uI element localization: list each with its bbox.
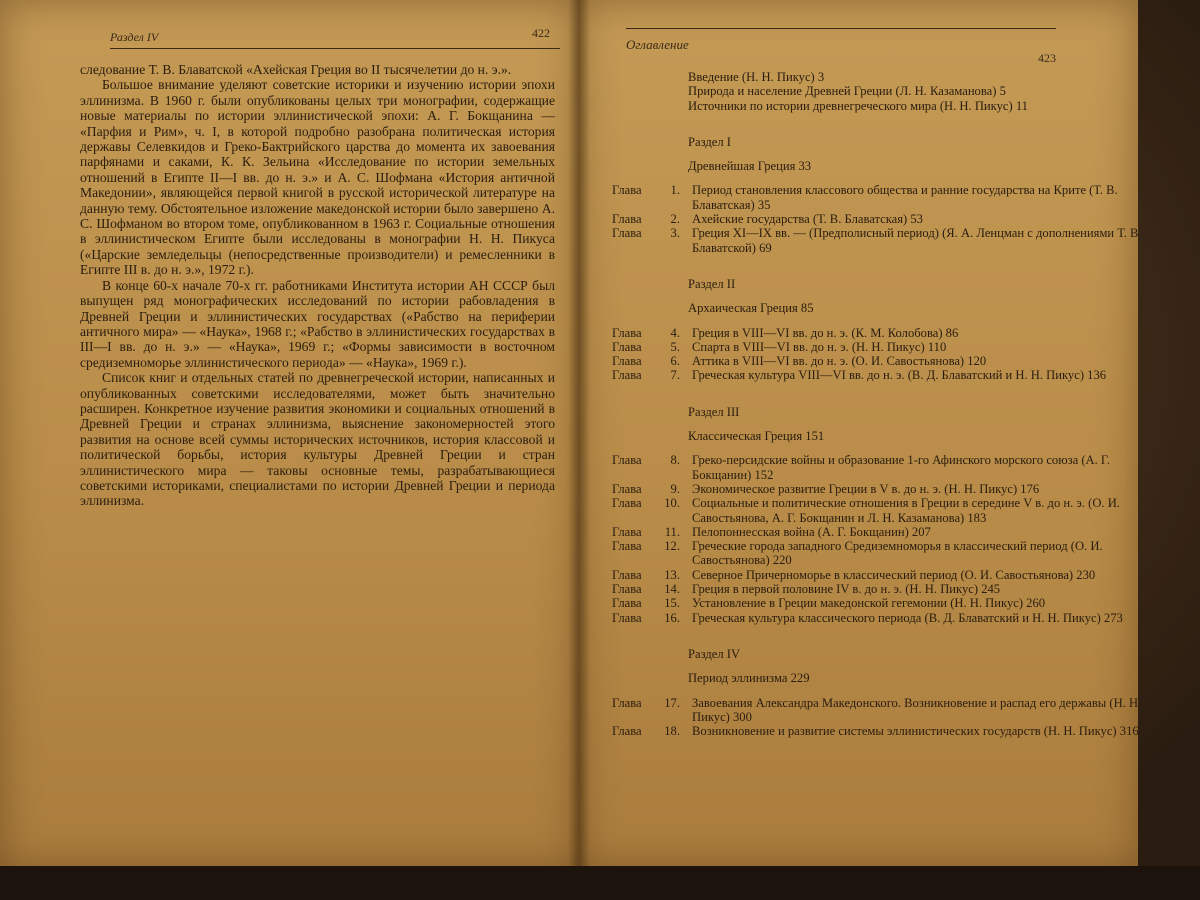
chapter-title: Спарта в VIII—VI вв. до н. э. (Н. Н. Пикус) 110 <box>692 339 947 354</box>
toc-entry: Природа и население Древней Греции (Л. Н. Казаманова) 5 <box>688 84 1006 99</box>
chapter-title: Греко-персидские войны и образование 1-го Афинского морского союза (А. Г. Бокщанин) 152 <box>692 453 1110 482</box>
chapter-label: Глава <box>612 453 642 468</box>
chapter-number: 13. <box>664 567 680 582</box>
chapter-title: Пелопоннесская война (А. Г. Бокщанин) 207 <box>692 524 931 539</box>
book-edge-shadow <box>0 866 1200 900</box>
chapter-row <box>612 226 1152 255</box>
chapter-title: Греция XI—IX вв. — (Предполисный период) (Я. А. Ленцман с дополнениями Т. В. Блаватской) 69 <box>692 226 1142 255</box>
chapter-row <box>612 340 1152 354</box>
paragraph: В конце 60-х начале 70-х гг. работниками Института истории АН СССР был выпущен ряд монографических исследований по истории рабовладения в Древней Греции и эллинистических государствах («Рабство на периферии античного мира» — «Наука», 1968 г.; «Рабство в эллинистических государствах в III—I вв. до н. э.» — «Наука», 1969 г.; «Формы зависимости в восточном средиземноморье эллинистического периода» — «Наука», 1969 г.). <box>80 277 555 370</box>
chapter-number: 17. <box>664 695 680 710</box>
chapter-title: Установление в Греции македонской гегемонии (Н. Н. Пикус) 260 <box>692 596 1046 611</box>
toc-title: Оглавление <box>626 37 689 52</box>
chapter-label: Глава <box>612 354 642 369</box>
left-page-number: 422 <box>532 26 550 40</box>
chapter-row <box>612 212 1152 226</box>
book-gutter <box>568 0 590 870</box>
chapter-number: 3. <box>670 226 680 241</box>
chapter-row <box>612 611 1152 625</box>
toc-entry: Источники по истории древнегреческого мира (Н. Н. Пикус) 11 <box>688 98 1028 113</box>
chapter-row <box>612 596 1152 610</box>
chapter-row <box>612 453 1152 482</box>
chapter-title: Греция в VIII—VI вв. до н. э. (К. М. Колобова) 86 <box>692 325 959 340</box>
chapter-title: Аттика в VIII—VI вв. до н. э. (О. И. Савостьянова) 120 <box>692 354 987 369</box>
left-body-text <box>80 62 555 509</box>
section-title: Архаическая Греция 85 <box>688 301 814 316</box>
chapter-label: Глава <box>612 496 642 511</box>
chapter-number: 9. <box>670 481 680 496</box>
section-title: Классическая Греция 151 <box>688 429 825 444</box>
chapter-number: 5. <box>670 339 680 354</box>
chapter-number: 18. <box>664 724 680 739</box>
chapter-number: 12. <box>664 539 680 554</box>
chapter-title: Греческая культура классического периода (В. Д. Блаватский и Н. Н. Пикус) 273 <box>692 610 1123 625</box>
chapter-title: Период становления классового общества и ранние государства на Крите (Т. В. Блаватская) 35 <box>692 183 1118 212</box>
chapter-label: Глава <box>612 596 642 611</box>
section-title: Период эллинизма 229 <box>688 671 810 686</box>
chapter-title: Экономическое развитие Греции в V в. до н. э. (Н. Н. Пикус) 176 <box>692 481 1040 496</box>
chapter-row <box>612 496 1152 525</box>
section-label: Раздел I <box>688 134 731 149</box>
chapter-number: 14. <box>664 582 680 597</box>
chapter-row <box>612 582 1152 596</box>
left-header-section: Раздел IV <box>110 30 159 44</box>
chapter-label: Глава <box>612 724 642 739</box>
left-running-header <box>110 26 560 49</box>
chapter-row <box>612 354 1152 368</box>
chapter-number: 11. <box>664 524 680 539</box>
left-page <box>0 0 580 870</box>
toc-entry: Введение (Н. Н. Пикус) 3 <box>688 70 825 84</box>
chapter-number: 2. <box>670 212 680 227</box>
chapter-title: Греческие города западного Средиземноморья в классический период (О. И. Савостьянова) 220 <box>692 539 1103 568</box>
chapter-row <box>612 724 1152 738</box>
chapter-number: 16. <box>664 610 680 625</box>
chapter-label: Глава <box>612 582 642 597</box>
chapter-label: Глава <box>612 539 642 554</box>
chapter-number: 15. <box>664 596 680 611</box>
chapter-label: Глава <box>612 695 642 710</box>
section-title: Древнейшая Греция 33 <box>688 159 812 174</box>
paragraph: следование Т. В. Блаватской «Ахейская Греция во II тысячелетии до н. э.». <box>80 62 512 77</box>
chapter-number: 7. <box>670 368 680 383</box>
chapter-row <box>612 525 1152 539</box>
chapter-number: 8. <box>670 453 680 468</box>
right-page-number: 423 <box>1038 51 1056 65</box>
chapter-title: Завоевания Александра Македонского. Возникновение и распад его державы (Н. Н. Пикус) 300 <box>692 695 1142 724</box>
chapter-row <box>612 368 1152 382</box>
chapter-number: 6. <box>670 354 680 369</box>
table-of-contents <box>612 70 1152 738</box>
section-label: Раздел IV <box>688 646 741 661</box>
chapter-label: Глава <box>612 325 642 340</box>
chapter-title: Социальные и политические отношения в Греции в середине V в. до н. э. (О. И. Савостьянова, А. Г. Бокщанин и Л. Н. Казаманова) 183 <box>692 496 1120 525</box>
chapter-row <box>612 482 1152 496</box>
chapter-label: Глава <box>612 524 642 539</box>
chapter-title: Возникновение и развитие системы эллинистических государств (Н. Н. Пикус) 316 <box>692 724 1139 739</box>
chapter-label: Глава <box>612 212 642 227</box>
section-label: Раздел III <box>688 404 740 419</box>
right-running-header <box>626 28 1056 65</box>
chapter-label: Глава <box>612 481 642 496</box>
chapter-label: Глава <box>612 368 642 383</box>
chapter-row <box>612 183 1152 212</box>
chapter-label: Глава <box>612 610 642 625</box>
chapter-label: Глава <box>612 339 642 354</box>
chapter-row <box>612 539 1152 568</box>
chapter-row <box>612 326 1152 340</box>
chapter-row <box>612 696 1152 725</box>
chapter-label: Глава <box>612 567 642 582</box>
section-label: Раздел II <box>688 276 736 291</box>
chapter-number: 1. <box>670 183 680 198</box>
chapter-label: Глава <box>612 226 642 241</box>
chapter-label: Глава <box>612 183 642 198</box>
chapter-number: 4. <box>670 325 680 340</box>
chapter-title: Ахейские государства (Т. В. Блаватская) 53 <box>692 212 923 227</box>
chapter-title: Греция в первой половине IV в. до н. э. (Н. Н. Пикус) 245 <box>692 582 1001 597</box>
chapter-title: Греческая культура VIII—VI вв. до н. э. (В. Д. Блаватский и Н. Н. Пикус) 136 <box>692 368 1107 383</box>
paragraph: Большое внимание уделяют советские историки и изучению истории эпохи эллинизма. В 1960 г. были опубликованы целых три монографии, содержащие новые материалы по истории эллинистической эпохи: А. Г. Бокщанина — «Парфия и Рим», ч. I, в которой подробно разобрана политическая история державы Селевкидов и Греко-Бактрийского царства до момента их завоевания парфянами и саками, К. К. Зельина «Исследование по истории земельных отношений в Египте II—I вв. до н. э.» и А. С. Шофмана «История античной Македонии», являющейся первой книгой в русской исторической литературе на данную тему. Обстоятельное изложение македонской истории было завершено А. С. Шофманом во втором томе, опубликованном в 1963 г. Социальные отношения в эллинистическом Египте были исследованы в монографии Н. Н. Пикуса («Царские земледельцы (непосредственные производители) и ремесленники в Египте III в. до н. э.», 1972 г.). <box>80 77 555 278</box>
chapter-title: Северное Причерноморье в классический период (О. И. Савостьянова) 230 <box>692 567 1096 582</box>
paragraph: Список книг и отдельных статей по древнегреческой истории, написанных и опубликованных советскими исследователями, может быть значительно расширен. Конкретное изучение развития экономики и социальных отношений в Древней Греции и странах эллинизма, выяснение закономерностей этого развития на основе всей суммы исторических источников, история классовой и политической борьбы, история культуры Древней Греции и стран эллинистического мира — таковы основные темы, разрабатывающиеся советскими историками, специалистами по истории Древней Греции и периода эллинизма. <box>80 370 555 509</box>
chapter-number: 10. <box>664 496 680 511</box>
toc-intro <box>612 70 1152 113</box>
chapter-row <box>612 568 1152 582</box>
